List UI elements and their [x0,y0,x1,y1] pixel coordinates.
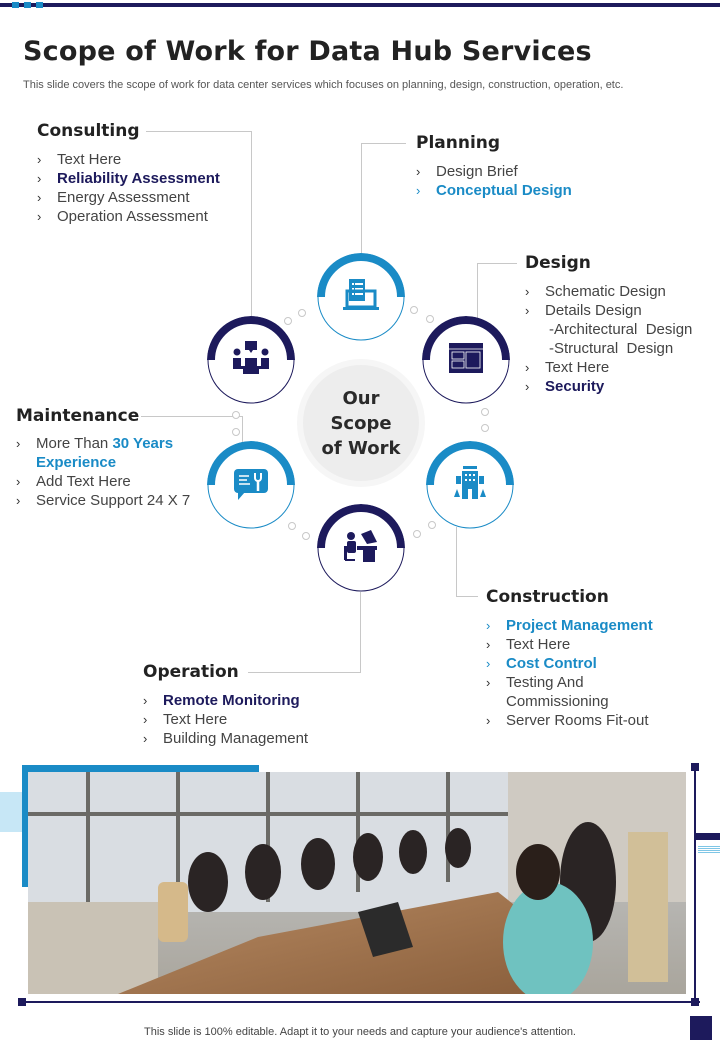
list-item: › Schematic Design [525,283,666,300]
person-at-desk-icon [341,526,381,566]
chevron-right-icon: › [416,183,421,198]
ring-dot [426,315,434,323]
chevron-right-icon: › [486,656,491,671]
section-title-design: Design [525,253,591,273]
building-trees-icon [450,463,490,503]
chevron-right-icon: › [416,164,421,179]
chevron-right-icon: › [143,731,148,746]
chevron-right-icon: › [525,303,530,318]
ring-dot [413,530,421,538]
ring-dot [288,522,296,530]
ring-dot [410,306,418,314]
section-title-construction: Construction [486,587,609,607]
ring-dot [481,408,489,416]
node-planning[interactable] [317,253,405,341]
chevron-right-icon: › [525,360,530,375]
meeting-photo [28,772,686,994]
frame-line [20,1001,700,1003]
connector-design [477,263,517,319]
list-item: › Details Design [525,302,642,319]
node-operation[interactable] [317,504,405,592]
ring-dot [232,428,240,436]
section-title-operation: Operation [143,662,239,682]
decor-stripes [698,846,720,853]
ring-dot [481,424,489,432]
planning-list [416,162,572,200]
list-item: › Text Here [37,151,122,168]
ring-dot [302,532,310,540]
frame-line [694,766,696,1006]
center-scope-circle [303,365,419,481]
consulting-list [37,150,220,226]
chevron-right-icon: › [486,637,491,652]
ring-dot [284,317,292,325]
chevron-right-icon: › [143,693,148,708]
ring-dot [298,309,306,317]
center-label-line: Scope [330,413,392,434]
top-accent-square [12,2,19,8]
chevron-right-icon: › [525,284,530,299]
chevron-right-icon: › [37,152,42,167]
list-item: › Security [525,378,605,395]
laptop-checklist-icon [341,275,381,315]
list-item: › Cost Control [486,655,597,672]
decor-bar [696,833,720,840]
meeting-photo-image [28,772,686,994]
page-title: Scope of Work for Data Hub Services [23,36,592,67]
list-subitem: -Structural Design [549,340,674,357]
list-item: › Text Here [143,711,228,728]
chevron-right-icon: › [486,713,491,728]
frame-corner [691,998,699,1006]
chevron-right-icon: › [16,474,21,489]
design-list [525,282,692,396]
list-subitem: -Architectural Design [549,321,693,338]
connector-operation [248,590,361,673]
section-title-maintenance: Maintenance [16,406,140,426]
chevron-right-icon: › [37,209,42,224]
list-item: › Add Text Here [16,473,131,490]
node-maintenance[interactable] [207,441,295,529]
list-item: › Testing And Commissioning [486,674,609,710]
center-label-line: of Work [321,438,401,459]
chevron-right-icon: › [37,171,42,186]
list-item: › Building Management [143,730,309,747]
top-accent-square [24,2,31,8]
chevron-right-icon: › [486,618,491,633]
list-item: › Service Support 24 X 7 [16,492,191,509]
list-item: › Operation Assessment [37,208,208,225]
list-item: › Design Brief [416,163,518,180]
chevron-right-icon: › [16,493,21,508]
connector-planning [361,143,406,255]
page-subtitle: This slide covers the scope of work for data center services which focuses on planning, design, construction, operation, etc. [23,79,624,91]
ring-dot [232,411,240,419]
list-item: › Text Here [525,359,610,376]
frame-corner [18,998,26,1006]
list-item: › Project Management [486,617,653,634]
construction-list [486,616,653,730]
list-item: › Remote Monitoring [143,692,300,709]
list-item: › Server Rooms Fit-out [486,712,649,729]
footer-note: This slide is 100% editable. Adapt it to your needs and capture your audience's attention. [144,1026,576,1038]
top-accent-square [36,2,43,8]
node-construction[interactable] [426,441,514,529]
frame-corner [691,763,699,771]
list-item: › Text Here [486,636,571,653]
maintenance-list [16,434,190,510]
chevron-right-icon: › [143,712,148,727]
section-title-planning: Planning [416,133,501,153]
section-title-consulting: Consulting [37,121,140,141]
chevron-right-icon: › [16,436,21,451]
list-item: › Reliability Assessment [37,170,220,187]
list-item: › More Than 30 Years Experience [16,435,174,471]
ring-dot [428,521,436,529]
chevron-right-icon: › [525,379,530,394]
list-item: › Conceptual Design [416,182,572,199]
operation-list [143,691,308,748]
list-item: › Energy Assessment [37,189,190,206]
chevron-right-icon: › [486,675,491,690]
decor-block [0,792,22,832]
node-design[interactable] [422,316,510,404]
center-label-line: Our [342,388,380,409]
meeting-people-icon [231,338,271,378]
top-accent-bar [0,3,720,7]
chat-wrench-icon [231,463,271,503]
chevron-right-icon: › [37,190,42,205]
node-consulting[interactable] [207,316,295,404]
connector-construction [456,527,478,597]
browser-layout-icon [446,338,486,378]
